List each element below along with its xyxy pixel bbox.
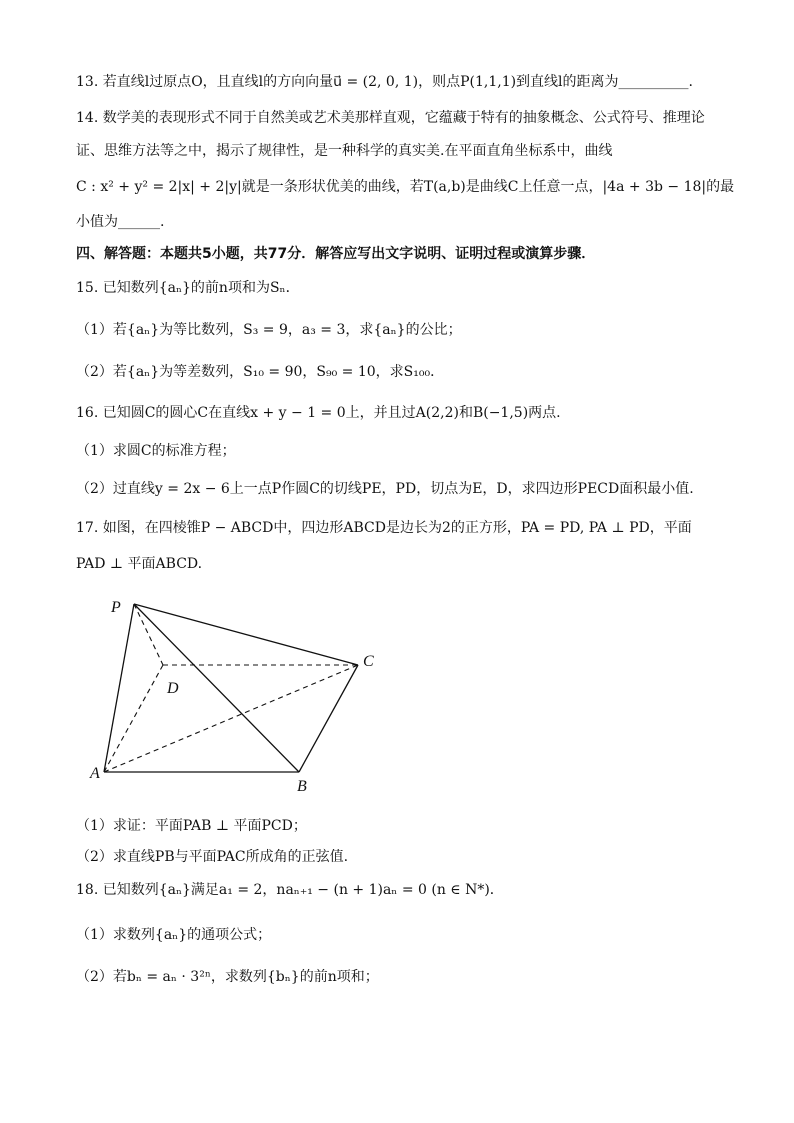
line-q18: 18. 已知数列{aₙ}满足a₁ = 2，naₙ₊₁ − (n + 1)aₙ = 0 (n ∈ N*)． bbox=[76, 882, 504, 898]
line-q14-part4: 小值为______. bbox=[76, 214, 165, 230]
edge-pa bbox=[104, 604, 134, 772]
line-q13: 13. 若直线l过原点O，且直线l的方向向量u⃗ = (2, 0, 1)，则点P(1,1,1)到直线l的距离为__________. bbox=[76, 74, 693, 90]
line-q14-part2: 证、思维方法等之中，揭示了规律性，是一种科学的真实美.在平面直角坐标系中，曲线 bbox=[76, 143, 613, 159]
line-q17-part1: （1）求证：平面PAB ⊥ 平面PCD； bbox=[76, 818, 307, 834]
edge-ac bbox=[104, 665, 358, 772]
line-q16-part1: （1）求圆C的标准方程； bbox=[76, 443, 236, 459]
line-q15-part2: （2）若{aₙ}为等差数列，S₁₀ = 90，S₉₀ = 10，求S₁₀₀． bbox=[76, 364, 445, 380]
line-q16: 16. 已知圆C的圆心C在直线x + y − 1 = 0上，并且过A(2,2)和B(−1,5)两点. bbox=[76, 405, 561, 421]
line-q18-part1: （1）求数列{aₙ}的通项公式； bbox=[76, 927, 272, 943]
pyramid-figure bbox=[84, 592, 404, 802]
line-q14-part1: 14. 数学美的表现形式不同于自然美或艺术美那样直观，它蕴藏于特有的抽象概念、公式符号、推理论 bbox=[76, 110, 705, 126]
label-a: A bbox=[90, 765, 100, 782]
line-q16-part2: （2）过直线y = 2x − 6上一点P作圆C的切线PE，PD，切点为E，D，求四边形PECD面积最小值. bbox=[76, 481, 694, 497]
edge-pc bbox=[134, 604, 358, 665]
edge-bc bbox=[299, 665, 358, 772]
edge-pb bbox=[134, 604, 299, 772]
edge-pd bbox=[134, 604, 163, 665]
label-p: P bbox=[111, 599, 121, 616]
line-q17-cont: PAD ⊥ 平面ABCD. bbox=[76, 556, 203, 572]
line-q15-part1: （1）若{aₙ}为等比数列，S₃ = 9，a₃ = 3，求{aₙ}的公比； bbox=[76, 322, 462, 338]
line-q15: 15. 已知数列{aₙ}的前n项和为Sₙ． bbox=[76, 280, 300, 296]
line-q17: 17. 如图，在四棱锥P − ABCD中，四边形ABCD是边长为2的正方形，PA = PD, PA ⊥ PD，平面 bbox=[76, 520, 692, 536]
label-d: D bbox=[167, 680, 179, 697]
line-q14-part3: C : x² + y² = 2|x| + 2|y|就是一条形状优美的曲线，若T(a,b)是曲线C上任意一点，|4a + 3b − 18|的最 bbox=[76, 179, 735, 195]
label-b: B bbox=[297, 778, 307, 795]
edge-ad bbox=[104, 665, 163, 772]
section-heading: 四、解答题：本题共5小题，共77分．解答应写出文字说明、证明过程或演算步骤． bbox=[76, 246, 596, 262]
label-c: C bbox=[363, 653, 374, 670]
line-q17-part2: （2）求直线PB与平面PAC所成角的正弦值. bbox=[76, 849, 349, 865]
line-q18-part2: （2）若bₙ = aₙ · 3²ⁿ，求数列{bₙ}的前n项和； bbox=[76, 969, 379, 985]
